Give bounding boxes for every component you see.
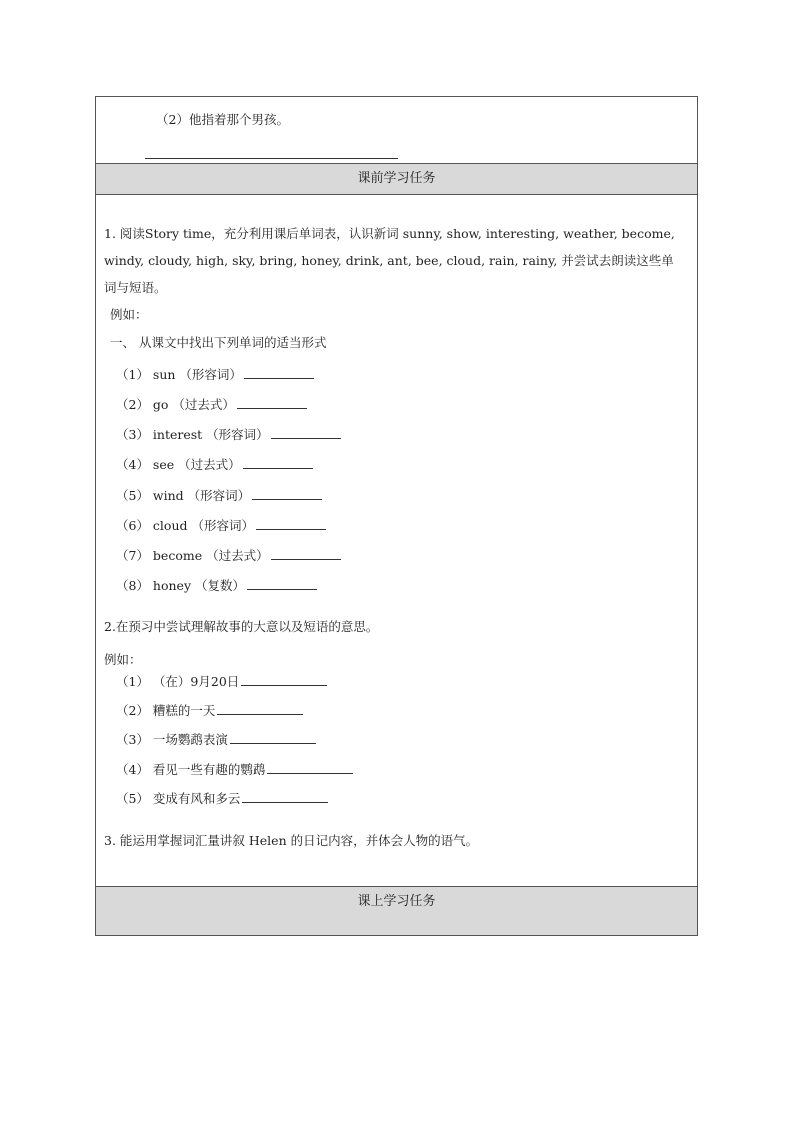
translation-item-2: （2）他指着那个男孩。 — [156, 112, 289, 127]
phrase-item: （3） 一场鹦鹉表演 — [116, 731, 316, 748]
task1-section-title: 一、 从课文中找出下列单词的适当形式 — [110, 335, 327, 350]
phrase-item: （2） 糟糕的一天 — [116, 702, 303, 719]
task1-line3: 词与短语。 — [104, 280, 167, 295]
answer-blank[interactable] — [237, 396, 307, 409]
answer-blank[interactable] — [247, 577, 317, 590]
answer-blank[interactable] — [243, 456, 313, 469]
answer-blank[interactable] — [217, 702, 303, 715]
answer-blank[interactable] — [230, 731, 316, 744]
task2-title: 2.在预习中尝试理解故事的大意以及短语的意思。 — [104, 619, 379, 634]
in-class-header — [96, 887, 697, 935]
answer-blank[interactable] — [267, 761, 353, 774]
word-item: （8） honey （复数） — [116, 577, 317, 594]
word-item: （6） cloud （形容词） — [116, 517, 326, 534]
worksheet-table — [95, 96, 698, 936]
phrase-item: （4） 看见一些有趣的鹦鹉 — [116, 761, 353, 778]
answer-blank[interactable] — [271, 547, 341, 560]
task1-line1: 1. 阅读Story time，充分利用课后单词表，认识新词 sunny, show, interesting, weather, become, — [104, 226, 675, 241]
task1-example-label: 例如： — [110, 307, 148, 322]
word-item: （7） become （过去式） — [116, 547, 341, 564]
answer-blank[interactable] — [252, 487, 322, 500]
phrase-item: （1） （在）9月20日 — [116, 673, 327, 690]
word-item: （4） see （过去式） — [116, 456, 313, 473]
answer-blank[interactable] — [244, 366, 314, 379]
task1-line2: windy, cloudy, high, sky, bring, honey, drink, ant, bee, cloud, rain, rainy, 并尝试去朗读这些单 — [104, 253, 674, 268]
word-item: （1） sun （形容词） — [116, 366, 314, 383]
task3-text: 3. 能运用掌握词汇量讲叙 Helen 的日记内容，并体会人物的语气。 — [104, 833, 479, 848]
task2-example-label: 例如： — [104, 652, 142, 667]
word-item: （5） wind （形容词） — [116, 487, 322, 504]
answer-blank[interactable] — [241, 673, 327, 686]
answer-blank[interactable] — [242, 790, 328, 803]
pre-class-content — [96, 195, 697, 887]
pre-class-header — [96, 164, 697, 195]
answer-blank[interactable] — [256, 517, 326, 530]
translation-row — [96, 97, 697, 164]
answer-line[interactable] — [145, 158, 398, 159]
answer-blank[interactable] — [271, 426, 341, 439]
pre-class-title: 课前学习任务 — [357, 171, 436, 186]
in-class-title: 课上学习任务 — [357, 894, 436, 909]
word-item: （2） go （过去式） — [116, 396, 307, 413]
phrase-item: （5） 变成有风和多云 — [116, 790, 328, 807]
word-item: （3） interest （形容词） — [116, 426, 341, 443]
